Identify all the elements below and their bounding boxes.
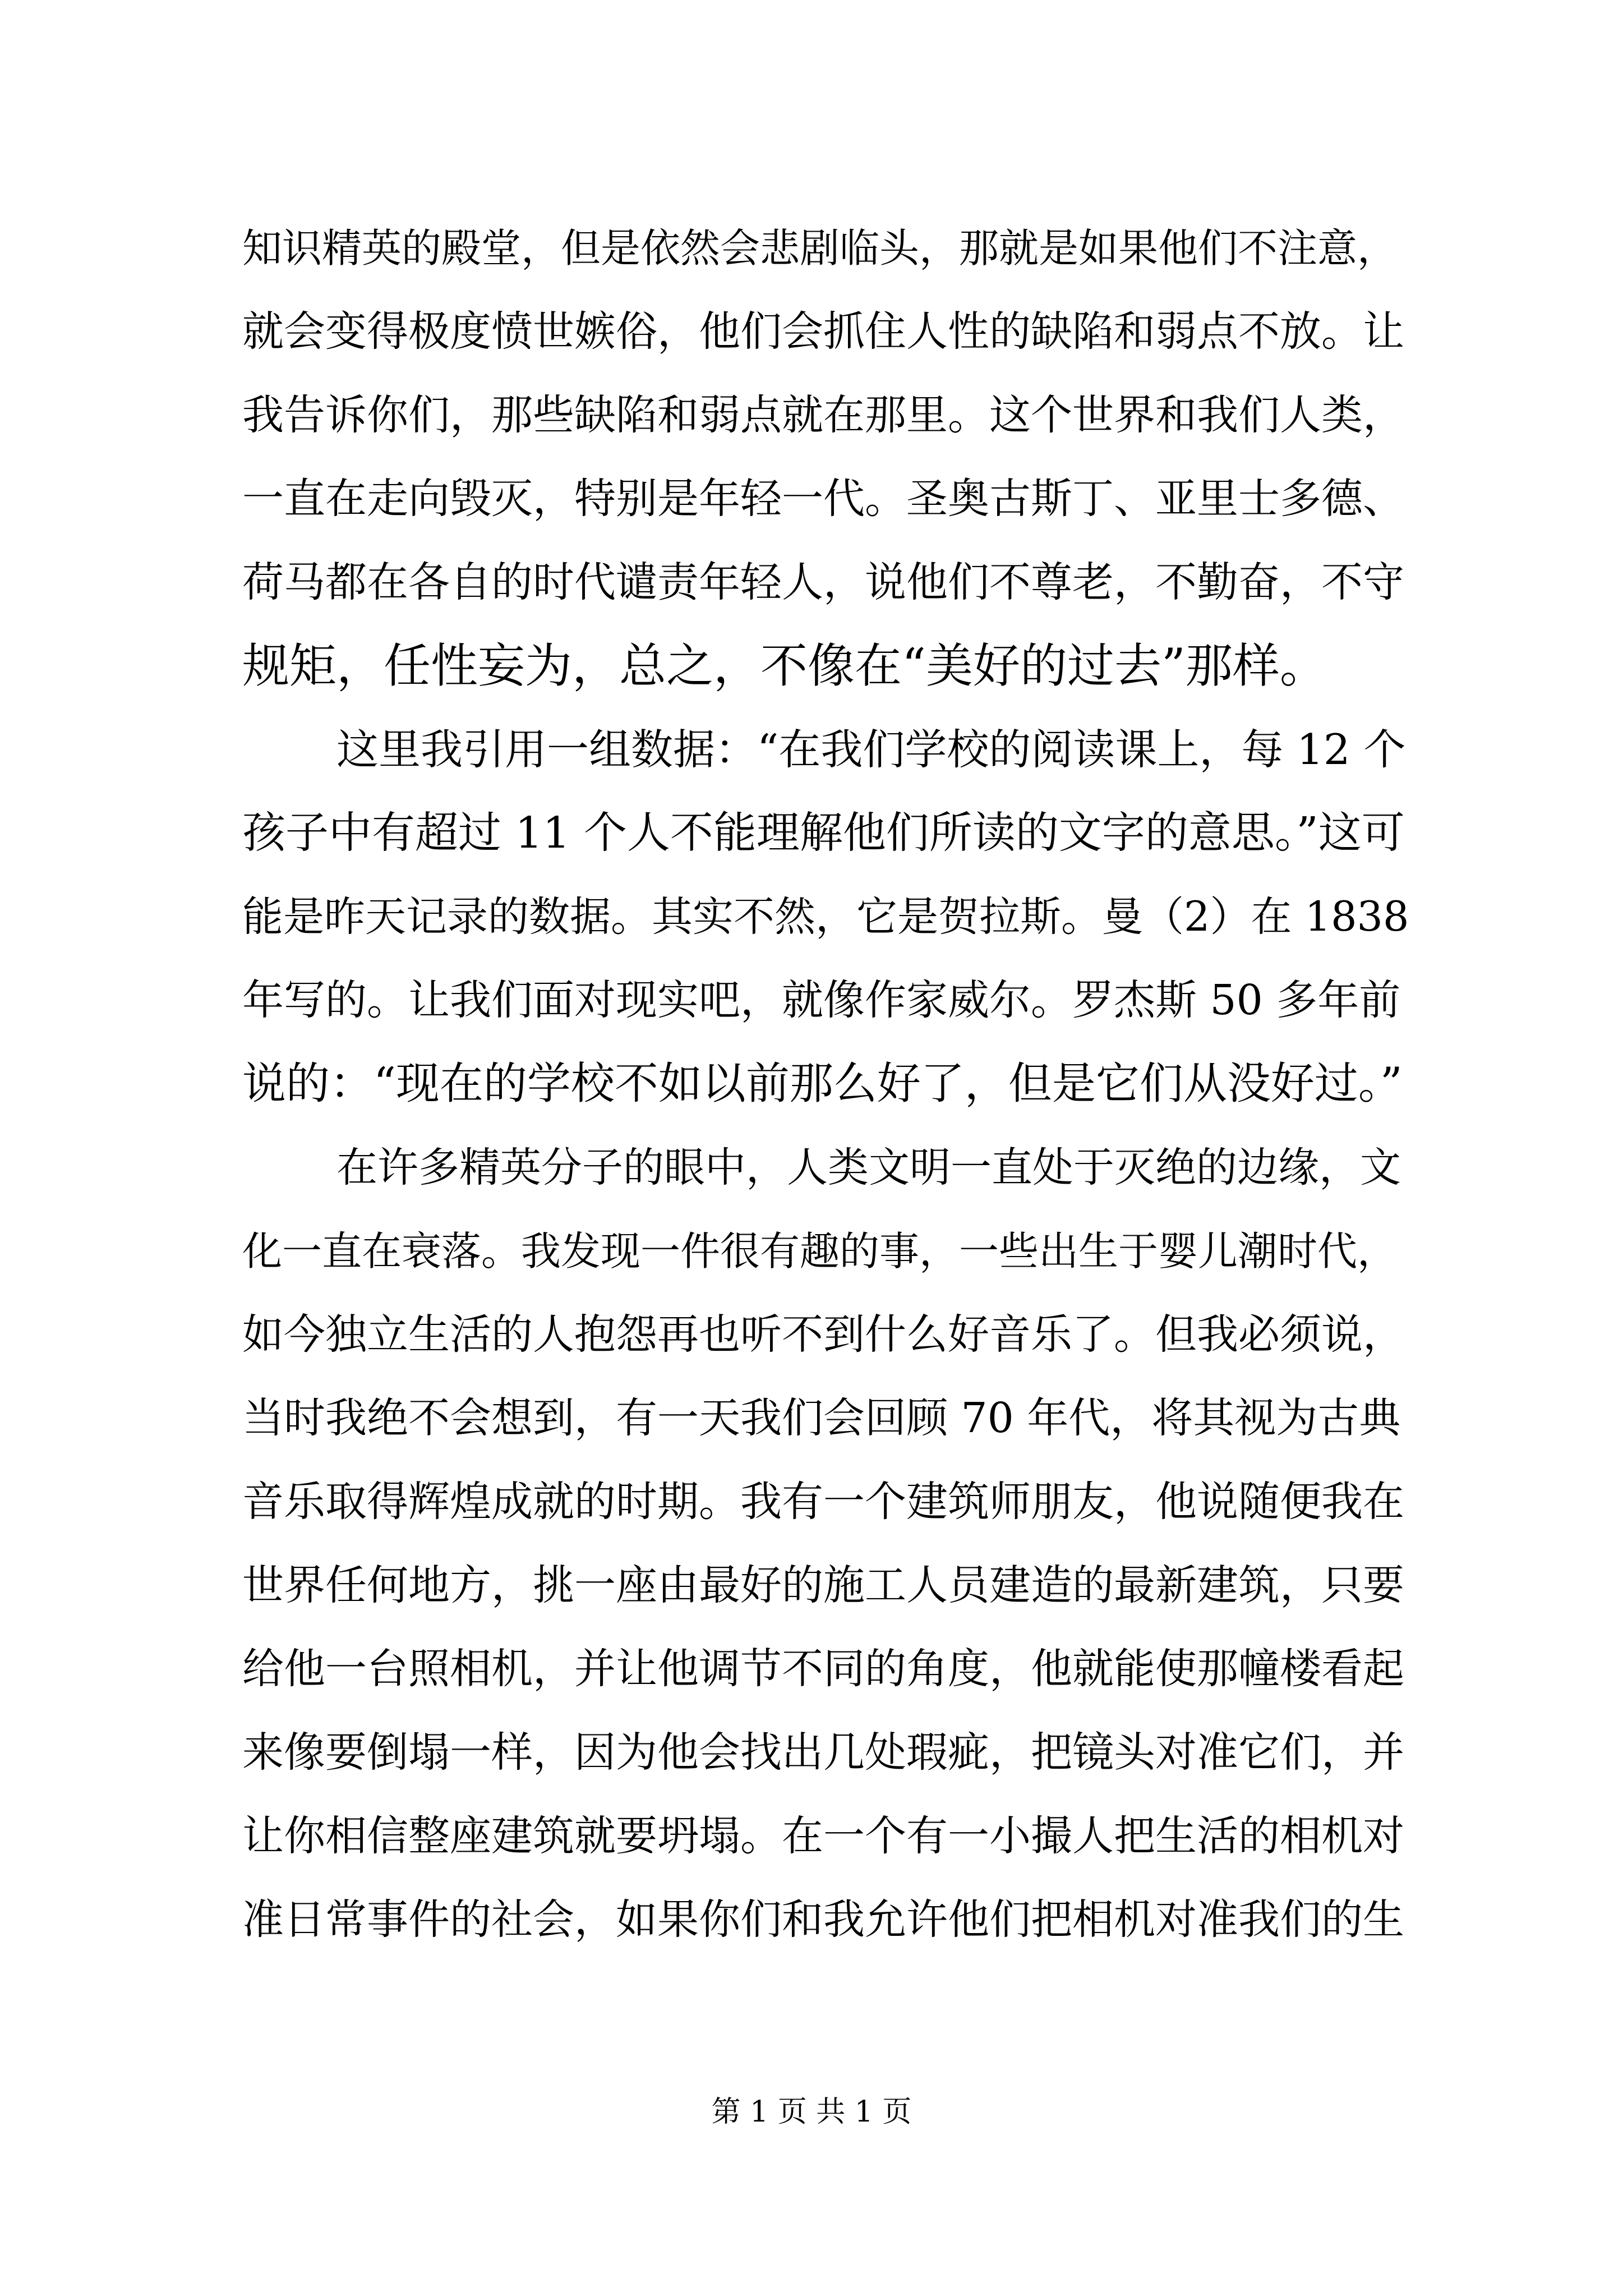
text-line: 来像要倒塌一样，因为他会找出几处瑕疵，把镜头对准它们，并 [242,1728,1404,1777]
body-text [242,206,1409,1962]
text-line: 音乐取得辉煌成就的时期。我有一个建筑师朋友，他说随便我在 [242,1478,1404,1526]
paragraph [242,206,1409,708]
text-line: 就会变得极度愤世嫉俗，他们会抓住人性的缺陷和弱点不放。让 [242,307,1404,356]
text-line: 在许多精英分子的眼中，人类文明一直处于灭绝的边缘，文 [336,1144,1401,1191]
paragraph [242,708,1409,1126]
text-line: 说的：“现在的学校不如以前那么好了，但是它们从没好过。” [242,1059,1403,1109]
text-line: 知识精英的殿堂，但是依然会悲剧临头，那就是如果他们不注意， [242,225,1398,272]
text-line: 准日常事件的社会，如果你们和我允许他们把相机对准我们的生 [242,1895,1404,1944]
text-line: 能是昨天记录的数据。其实不然，它是贺拉斯。曼（2）在 1838 [242,893,1409,941]
text-line: 我告诉你们，那些缺陷和弱点就在那里。这个世界和我们人类， [242,391,1404,439]
text-line: 化一直在衰落。我发现一件很有趣的事，一些出生于婴儿潮时代， [242,1228,1398,1274]
page-footer: 第 1 页 共 1 页 [711,2095,912,2129]
text-line: 孩子中有超过 11 个人不能理解他们所读的文字的意思。”这可 [242,808,1405,858]
text-line: 一直在走向毁灭，特别是年轻一代。圣奥古斯丁、亚里士多德、 [242,475,1404,523]
text-line: 让你相信整座建筑就要坍塌。在一个有一小撮人把生活的相机对 [242,1812,1404,1860]
paragraph [242,1126,1409,1962]
text-line: 给他一台照相机，并让他调节不同的角度，他就能使那幢楼看起 [242,1645,1404,1693]
text-line: 荷马都在各自的时代谴责年轻人，说他们不尊老，不勤奋，不守 [242,558,1404,606]
text-line: 当时我绝不会想到，有一天我们会回顾 70 年代，将其视为古典 [242,1394,1401,1442]
text-line: 世界任何地方，挑一座由最好的施工人员建造的最新建筑，只要 [242,1561,1404,1609]
text-line: 规矩，任性妄为，总之，不像在“美好的过去”那样。 [242,638,1327,693]
text-line: 年写的。让我们面对现实吧，就像作家威尔。罗杰斯 50 多年前 [242,976,1401,1024]
text-line: 如今独立生活的人抱怨再也听不到什么好音乐了。但我必须说， [242,1310,1404,1359]
text-line: 这里我引用一组数据：“在我们学校的阅读课上，每 12 个 [336,725,1406,774]
